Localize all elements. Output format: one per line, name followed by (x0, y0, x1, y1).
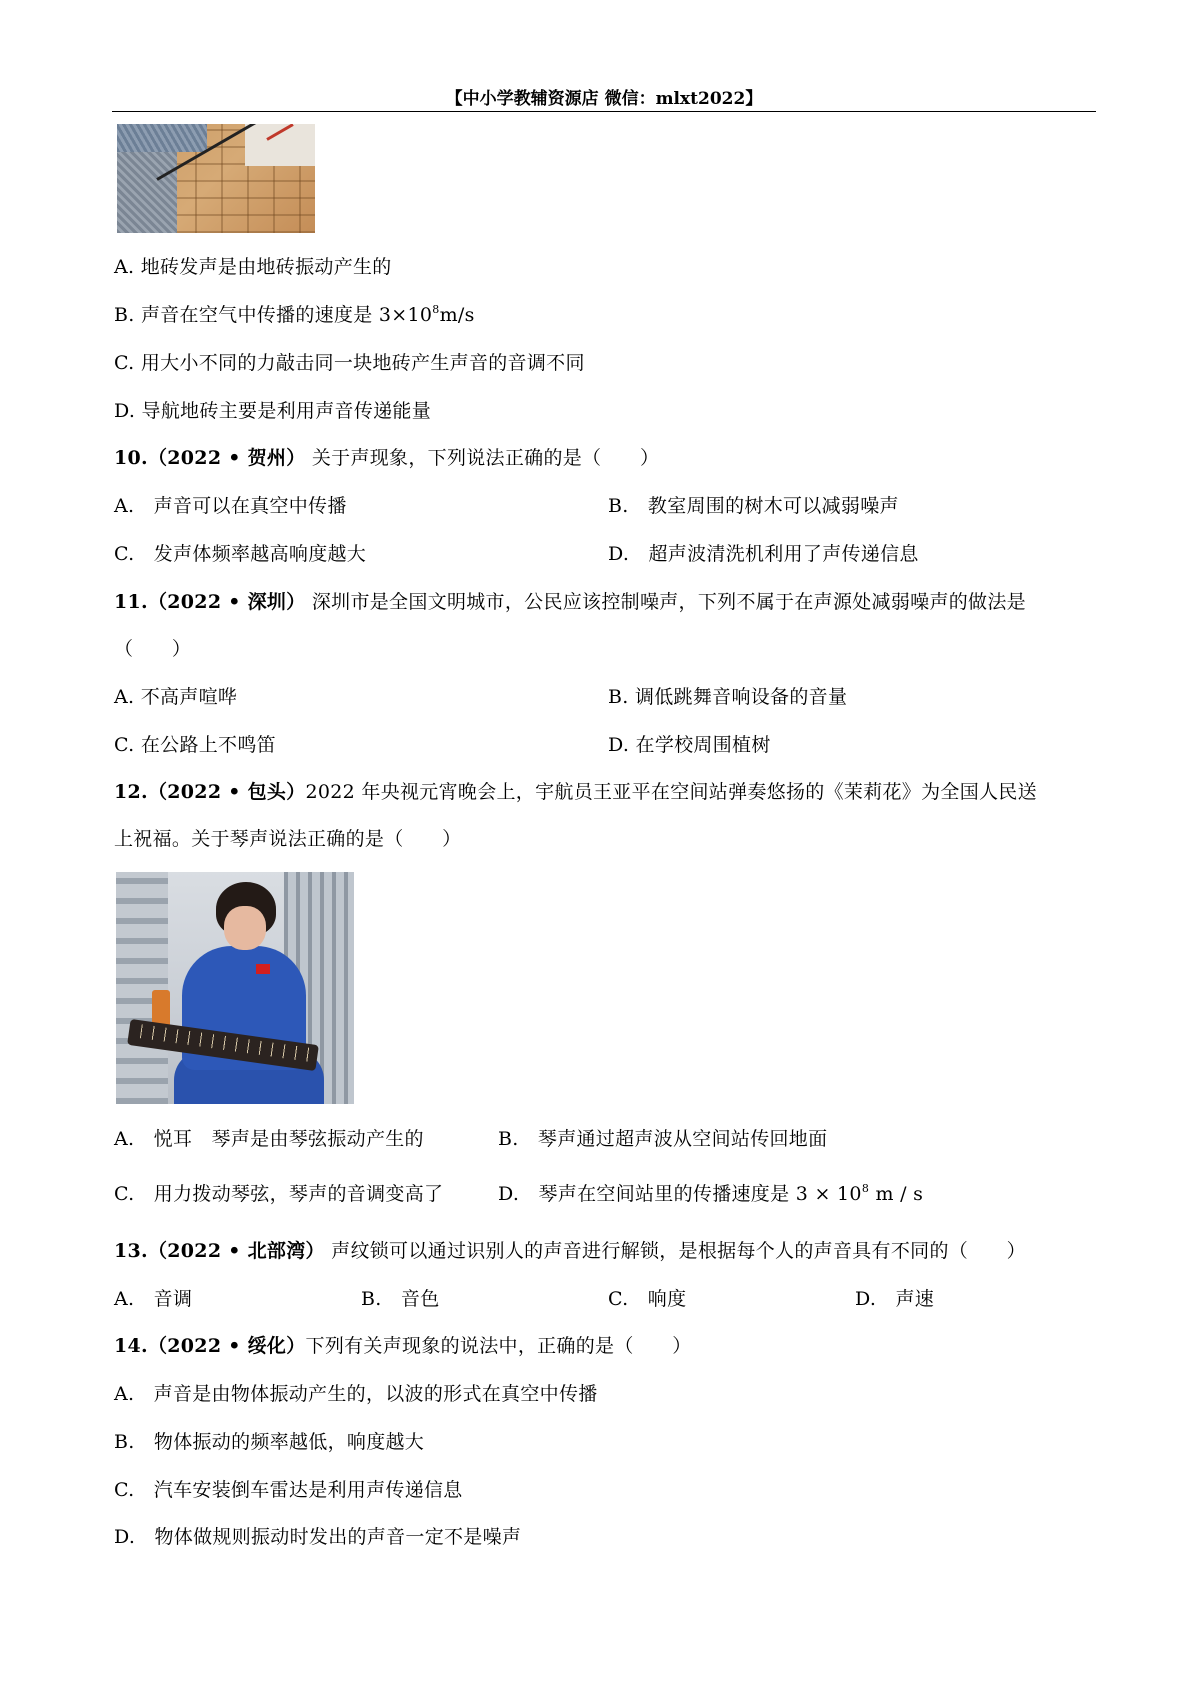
q10-option-c: C. 发声体频率越高响度越大 (114, 543, 367, 565)
q14-stem: 14.（2022 • 绥化）下列有关声现象的说法中，正确的是（ ） (114, 1335, 692, 1357)
q14-option-c: C. 汽车安装倒车雷达是利用声传递信息 (114, 1479, 463, 1501)
q13-option-c: C. 响度 (608, 1288, 687, 1310)
q9-option-b: B. 声音在空气中传播的速度是 $3\times 10^8m/s$ (114, 303, 475, 326)
q10-option-a: A. 声音可以在真空中传播 (114, 495, 347, 517)
q11-option-a: A. 不高声喧哗 (114, 686, 238, 708)
q11-option-c: C. 在公路上不鸣笛 (114, 734, 276, 756)
q12-option-d: D. 琴声在空间站里的传播速度是 $3 \times 10^8$ m / s (498, 1182, 924, 1205)
q13-option-a: A. 音调 (114, 1288, 193, 1310)
q14-option-d: D. 物体做规则振动时发出的声音一定不是噪声 (114, 1526, 522, 1548)
q14-option-a: A. 声音是由物体振动产生的，以波的形式在真空中传播 (114, 1383, 598, 1405)
q10-option-d: D. 超声波清洗机利用了声传递信息 (608, 543, 919, 565)
q9-option-a: A. 地砖发声是由地砖振动产生的 (114, 256, 392, 278)
q9-option-c: C. 用大小不同的力敲击同一块地砖产生声音的音调不同 (114, 352, 585, 374)
q13-stem: 13.（2022 • 北部湾） 声纹锁可以通过识别人的声音进行解锁，是根据每个人的声音具有不同的（ ） (114, 1240, 1026, 1262)
q13-option-d: D. 声速 (855, 1288, 935, 1310)
q12-stem: 12.（2022 • 包头）2022 年央视元宵晚会上，宇航员王亚平在空间站弹奏悠扬的《茉莉花》为全国人民送 (114, 781, 1037, 803)
q11-stem: 11.（2022 • 深圳） 深圳市是全国文明城市，公民应该控制噪声，下列不属于在声源处减弱噪声的做法是 (114, 591, 1026, 613)
q10-stem: 10.（2022 • 贺州） 关于声现象，下列说法正确的是（ ） (114, 447, 660, 469)
q12-option-b: B. 琴声通过超声波从空间站传回地面 (498, 1128, 828, 1150)
q13-option-b: B. 音色 (361, 1288, 440, 1310)
q9-option-d: D. 导航地砖主要是利用声音传递能量 (114, 400, 432, 422)
q11-stem-cont: （ ） (114, 638, 192, 660)
q12-stem-cont: 上祝福。关于琴声说法正确的是（ ） (114, 828, 462, 850)
q10-option-b: B. 教室周围的树木可以减弱噪声 (608, 495, 899, 517)
tactile-paving-photo (117, 124, 315, 233)
q11-option-b: B. 调低跳舞音响设备的音量 (608, 686, 848, 708)
q12-option-a: A. 悦耳 琴声是由琴弦振动产生的 (114, 1128, 424, 1150)
astronaut-guzheng-photo (116, 872, 354, 1104)
q12-option-c: C. 用力拨动琴弦，琴声的音调变高了 (114, 1183, 444, 1205)
page-header: 【中小学教辅资源店 微信：mlxt2022】 (445, 89, 763, 109)
q11-option-d: D. 在学校周围植树 (608, 734, 771, 756)
q14-option-b: B. 物体振动的频率越低，响度越大 (114, 1431, 425, 1453)
header-rule (112, 111, 1096, 112)
